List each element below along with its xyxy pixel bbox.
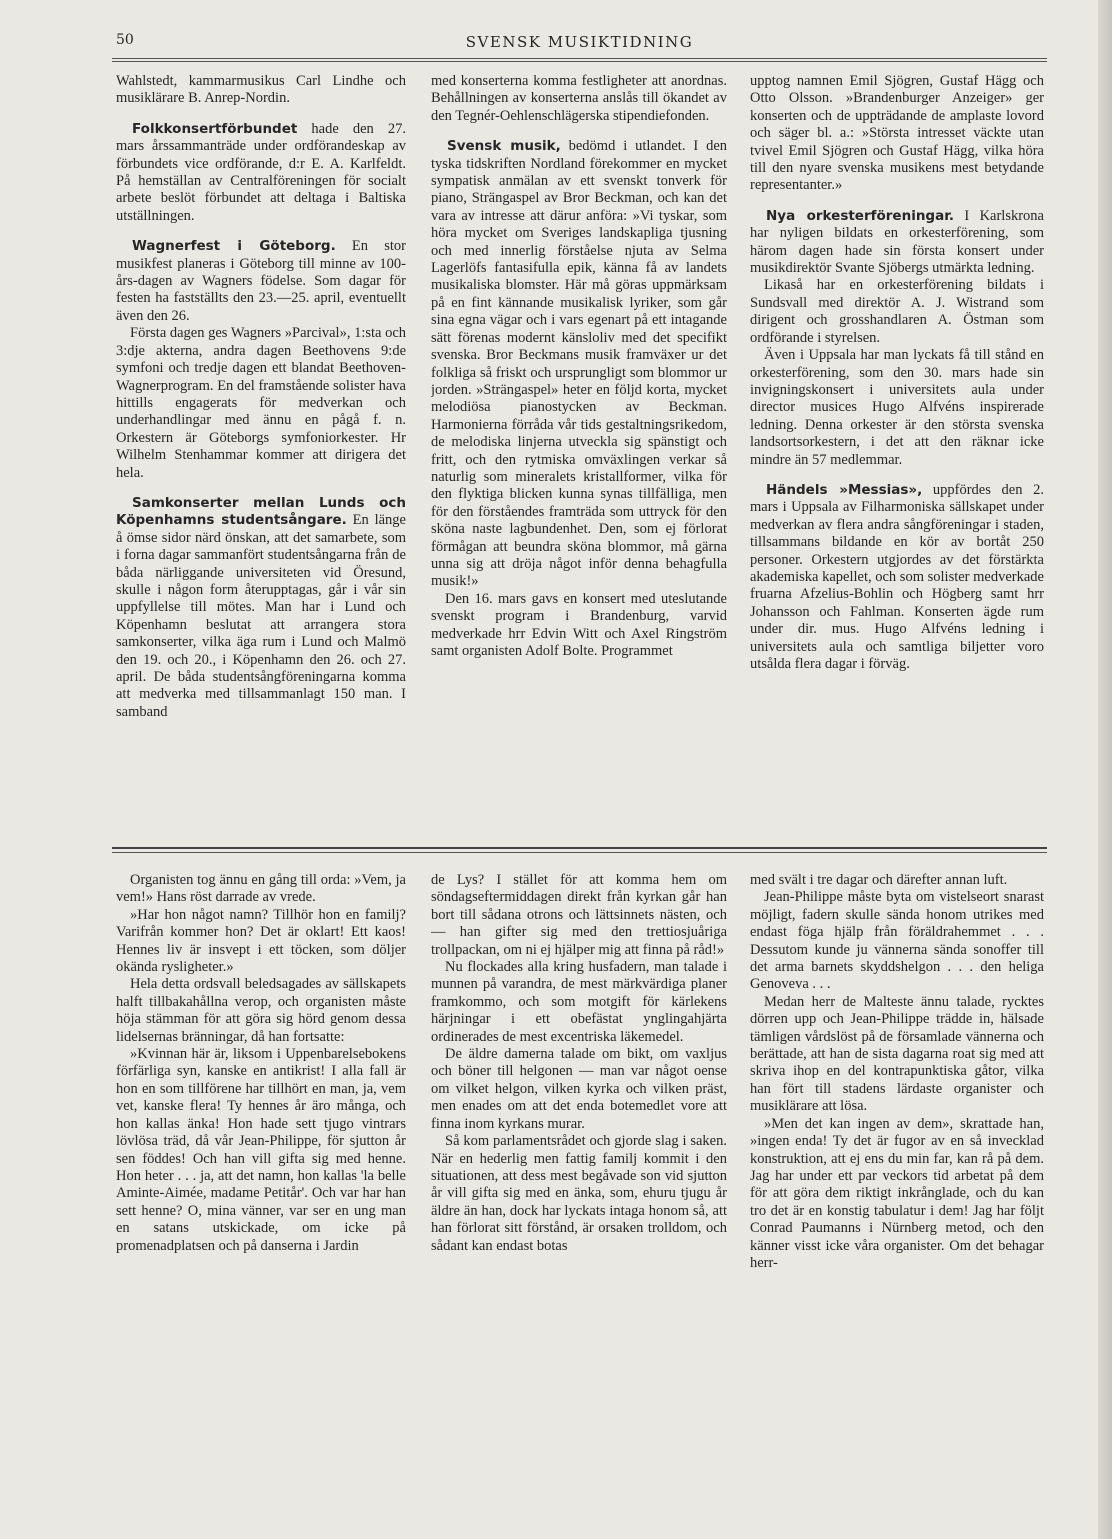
paragraph: De äldre damerna talade om bikt, om vaxljus och böner till helgonen — man var något oense om vilket helgon, vilken kyrka och vilken präst, men enades om att det enda botemedlet vore att finna inom kyrkans murar. — [431, 1046, 727, 1132]
paragraph: med konserterna komma festligheter att anordnas. Behållningen av konserterna anslås till ökandet av den Tegnér-Oehlenschlägerska stipendiefonden. — [431, 73, 727, 124]
story-column-3 — [750, 872, 1044, 1512]
header-rule — [112, 58, 1047, 62]
story-column-2 — [431, 872, 727, 1512]
section-divider — [112, 847, 1047, 853]
article-wagnerfest — [116, 238, 406, 325]
page-edge — [1098, 0, 1112, 1539]
article-heading: Samkonserter mellan Lunds och Köpenhamns studentsångare. — [116, 494, 406, 529]
article-nya-orkesterforeningar — [750, 208, 1044, 278]
page-number: 50 — [116, 32, 134, 48]
news-column-1 — [116, 73, 406, 843]
paragraph: Likaså har en orkesterförening bildats i Sundsvall med direktör A. J. Wistrand som dirigent och grosshandlaren A. Östman som ordförande i styrelsen. — [750, 277, 1044, 346]
article-heading: Svensk musik, — [447, 138, 561, 155]
paragraph: Även i Uppsala har man lyckats få till stånd en orkesterförening, som den 30. mars hade sin invigningskonsert i universitets aula under director musices Hugo Alfvéns inspirerade ledning. Denna orkester är den största svenska landsortsorkestern, i det att den räknar icke mindre än 57 medlemmar. — [750, 347, 1044, 468]
journal-title: SVENSK MUSIKTIDNING — [465, 33, 694, 51]
article-handels-messias — [750, 482, 1044, 673]
article-folkkonsertforbundet — [116, 121, 406, 225]
paragraph: Så kom parlamentsrådet och gjorde slag i saken. När en hederlig men fattig familj kommit i den situationen, att dess mest begåvade son vid sjutton år vill gifta sig med en änka, som, ehuru tjugu år äldre än han, dock har lyckats intaga honom så, att han förlorat sitt förstånd, är orsaken trolldom, och sådant kan endast botas — [431, 1133, 727, 1254]
paragraph: med svält i tre dagar och därefter annan luft. — [750, 872, 1008, 888]
article-svensk-musik — [431, 138, 727, 591]
article-text: En länge å ömse sidor närd önskan, att det samarbete, som i forna dagar sammanfört studentsångarna från de båda närliggande universiteten vid Öresund, skulle i någon form återupptagas, går i vår sin uppfyllelse till mötes. Man har i Lund och Köpenhamn beslutat att arrangera stora samkonserter, vilka äga rum i Lund och Malmö den 19. och 20., i Köpenhamn den 26. och 27. april. De båda studentsångföreningarna komma att medverka med tillsammanlagt 150 man. I samband — [116, 512, 406, 720]
article-heading: Wagnerfest i Göteborg. — [132, 238, 336, 255]
news-column-3 — [750, 73, 1044, 843]
article-text: bedömd i utlandet. I den tyska tidskriften Nordland förekommer en mycket sympatisk anmälan av ett svenskt tonverk för piano, Strängaspel av Bror Beckman, och kan det vara av intresse att därur anföra: »Vi tyskar, som höra mycket om Sveriges landskapliga tjusning och med innerlig förståelse njuta av Selma Lagerlöfs fantasifulla epik, känna få av landets musikaliska blomster. Här må göras uppmärksam på en fint kännande musikalisk lyriker, som går sina egna vägar och i vars egenart på ett intagande sätt förenas modernt känsloliv med det specifikt svenska. Bror Beckmans musik framväxer ur det folkliga så friskt och ursprungligt som blommor ur jorden. »Strängaspel» heter en följd korta, mycket melodiösa pianostycken av Beckman. Harmonierna förråda vår tids gestaltningsrikedom, de melodiska linjerna utveckla sig spänstigt och fritt, och den rytmiska omväxlingen verkar så naturlig som mineralets kristallformer, vilka för den flyktiga blicken kunna synas tillfälliga, men för den förståendes framträda som uttryck för den sköna naste lagbundenhet. Den, som ej förlorat förmågan att beundra sköna blommor, må gärna unna sig att dröja något inför denna behagfulla musik!» — [431, 138, 727, 590]
paragraph: Första dagen ges Wagners »Parcival», 1:sta och 3:dje akterna, andra dagen Beethovens 9:de symfoni och tredje dagen ett blandat Beethoven-Wagnerprogram. En del framstående solister hava hittills engagerats för medverkan och underhandlingar med ännu en pågå f. n. Orkestern är Göteborgs symfoniorkester. Hr Wilhelm Stenhammar kommer att dirigera det hela. — [116, 325, 406, 481]
paragraph: Medan herr de Malteste ännu talade, rycktes dörren upp och Jean-Philippe trädde in, hälsade tämligen vårdslöst på de församlade vännerna och berättade, att han de sista dagarna roat sig med att skriva ihop en del kontrapunktiska gåtor, vilka han fört till stadens lärdaste organister och musiklärare att lösa. — [750, 993, 1044, 1115]
article-text: En stor musikfest planeras i Göteborg till minne av 100-års-dagen av Wagners födelse. Som dagar för festen ha fastställts den 23.—25. april, eventuellt även den 26. — [116, 238, 406, 324]
article-text: I Karlskrona har nyligen bildats en orkesterförening, som härom dagen hade sin första konsert under musikdirektör Svante Sjöbergs utmärkta ledning. — [750, 207, 1044, 277]
article-heading: Händels »Messias», — [766, 481, 923, 498]
paragraph: Hela detta ordsvall beledsagades av sällskapets halft tillbakahållna verop, och organisten måste höja stämman för att göra sig hörd genom dessa lidelsernas bränningar, då han fortsatte: — [116, 976, 406, 1045]
paragraph: de Lys? I stället för att komma hem om söndagseftermiddagen direkt från kyrkan går han bort till sådana otrons och lättsinnets nästen, och — han gifter sig med den trettiosjuåriga trollpackan, om ni ej hjälper mig att finna på råd!» — [431, 872, 727, 958]
news-column-2 — [431, 73, 727, 843]
paragraph: Jean-Philippe måste byta om vistelseort snarast möjligt, fadern skulle sända honom utrikes med endast föga hjälp från föräldrahemmet . . . Dessutom kunde ju vännerna sända sonoffer till det arma barnets skyddshelgon . . . den heliga Genoveva . . . — [750, 889, 1044, 993]
story-column-1 — [116, 872, 406, 1512]
article-text: uppfördes den 2. mars i Uppsala av Filharmoniska sällskapet under medverkan av flera andra sångföreningar i staden, tillsammans bildande en kör av bortåt 250 personer. Orkestern utgjordes av det förstärkta akademiska kapellet, och som solister medverkade fruarna Afzelius-Bohlin och Högberg samt hrr Johansson och Fahlman. Konserten ägde rum under dir. mus. Hugo Alfvéns ledning i universitets aula och samtliga biljetter voro utsålda flera dagar i förväg. — [750, 481, 1044, 672]
paragraph: »Har hon något namn? Tillhör hon en familj? Varifrån kommer hon? Det är oklart! Ett kaos! Hennes liv är insvept i ett töcken, som döljer okända rysligheter.» — [116, 906, 406, 976]
page-header — [112, 30, 1047, 54]
paragraph: Den 16. mars gavs en konsert med uteslutande svenskt program i Brandenburg, varvid medverkade hrr Edvin Witt och Axel Ringström samt organisten Adolf Bolte. Programmet — [431, 590, 727, 659]
paragraph: »Kvinnan här är, liksom i Uppenbarelsebokens förfärliga syn, kanske en antikrist! I alla fall är hon en som tillförene har tillhört en man, ja, vem vet, kanske flera! Ty hennes år äro många, och hon kallas änka! Hon hade sett tjugo vintrars lövlösa träd, då vår Jean-Philippe, för sjutton år sen föddes! Och han vill gifta sig med henne. Hon heter . . . ja, att det namn, hon kallas 'la belle Aminte-Aimée, madame Petitår'. Och var har han sett henne? O, mina vänner, var ser en ung man en satans utskickade, om icke på promenadplatsen och på danserna i Jardin — [116, 1046, 406, 1254]
article-heading: Folkkonsertförbundet — [132, 120, 298, 137]
paragraph: upptog namnen Emil Sjögren, Gustaf Hägg och Otto Olsson. »Brandenburger Anzeiger» ger konserten och de uppträdande de amplaste lovord och säger bl. a.: »Största intresset väckte utan tvivel Emil Sjögren och Gustaf Hägg, vilka höra till den nyare svenska musikens mest betydande representanter.» — [750, 73, 1044, 194]
article-text: hade den 27. mars årssammanträde under ordförandeskap av förbundets vice ordförande, d:r E. A. Karlfeldt. På hemställan av Centralföreningen för socialt arbete beslöt förbundet att deltaga i Baltiska utställningen. — [116, 120, 406, 224]
article-heading: Nya orkesterföreningar. — [766, 207, 955, 224]
paragraph: Wahlstedt, kammarmusikus Carl Lindhe och musiklärare B. Anrep-Nordin. — [116, 73, 406, 107]
paragraph: »Men det kan ingen av dem», skrattade han, »ingen enda! Ty det är fugor av en så invecklad konstruktion, att ej ens du min far, kan rå på dem. Jag har under ett par veckors tid arbetat på dem för att göra dem riktigt inkrånglade, och du kan tro det är en konstig tabulatur i dem! Jag har följt Conrad Paumanns i Nürnberg metod, och den känner visst icke våra organister. Om det behagar herr- — [750, 1115, 1044, 1271]
article-samkonserter — [116, 495, 406, 721]
paragraph: Nu flockades alla kring husfadern, man talade i munnen på varandra, de mest märkvärdiga planer framkommo, och som motgift för kärlekens härjningar i ett obefästat ynglingahjärta ordinerades de mest excentriska läkemedel. — [431, 959, 727, 1045]
paragraph: Organisten tog ännu en gång till orda: »Vem, ja vem!» Hans röst darrade av vrede. — [116, 872, 406, 906]
